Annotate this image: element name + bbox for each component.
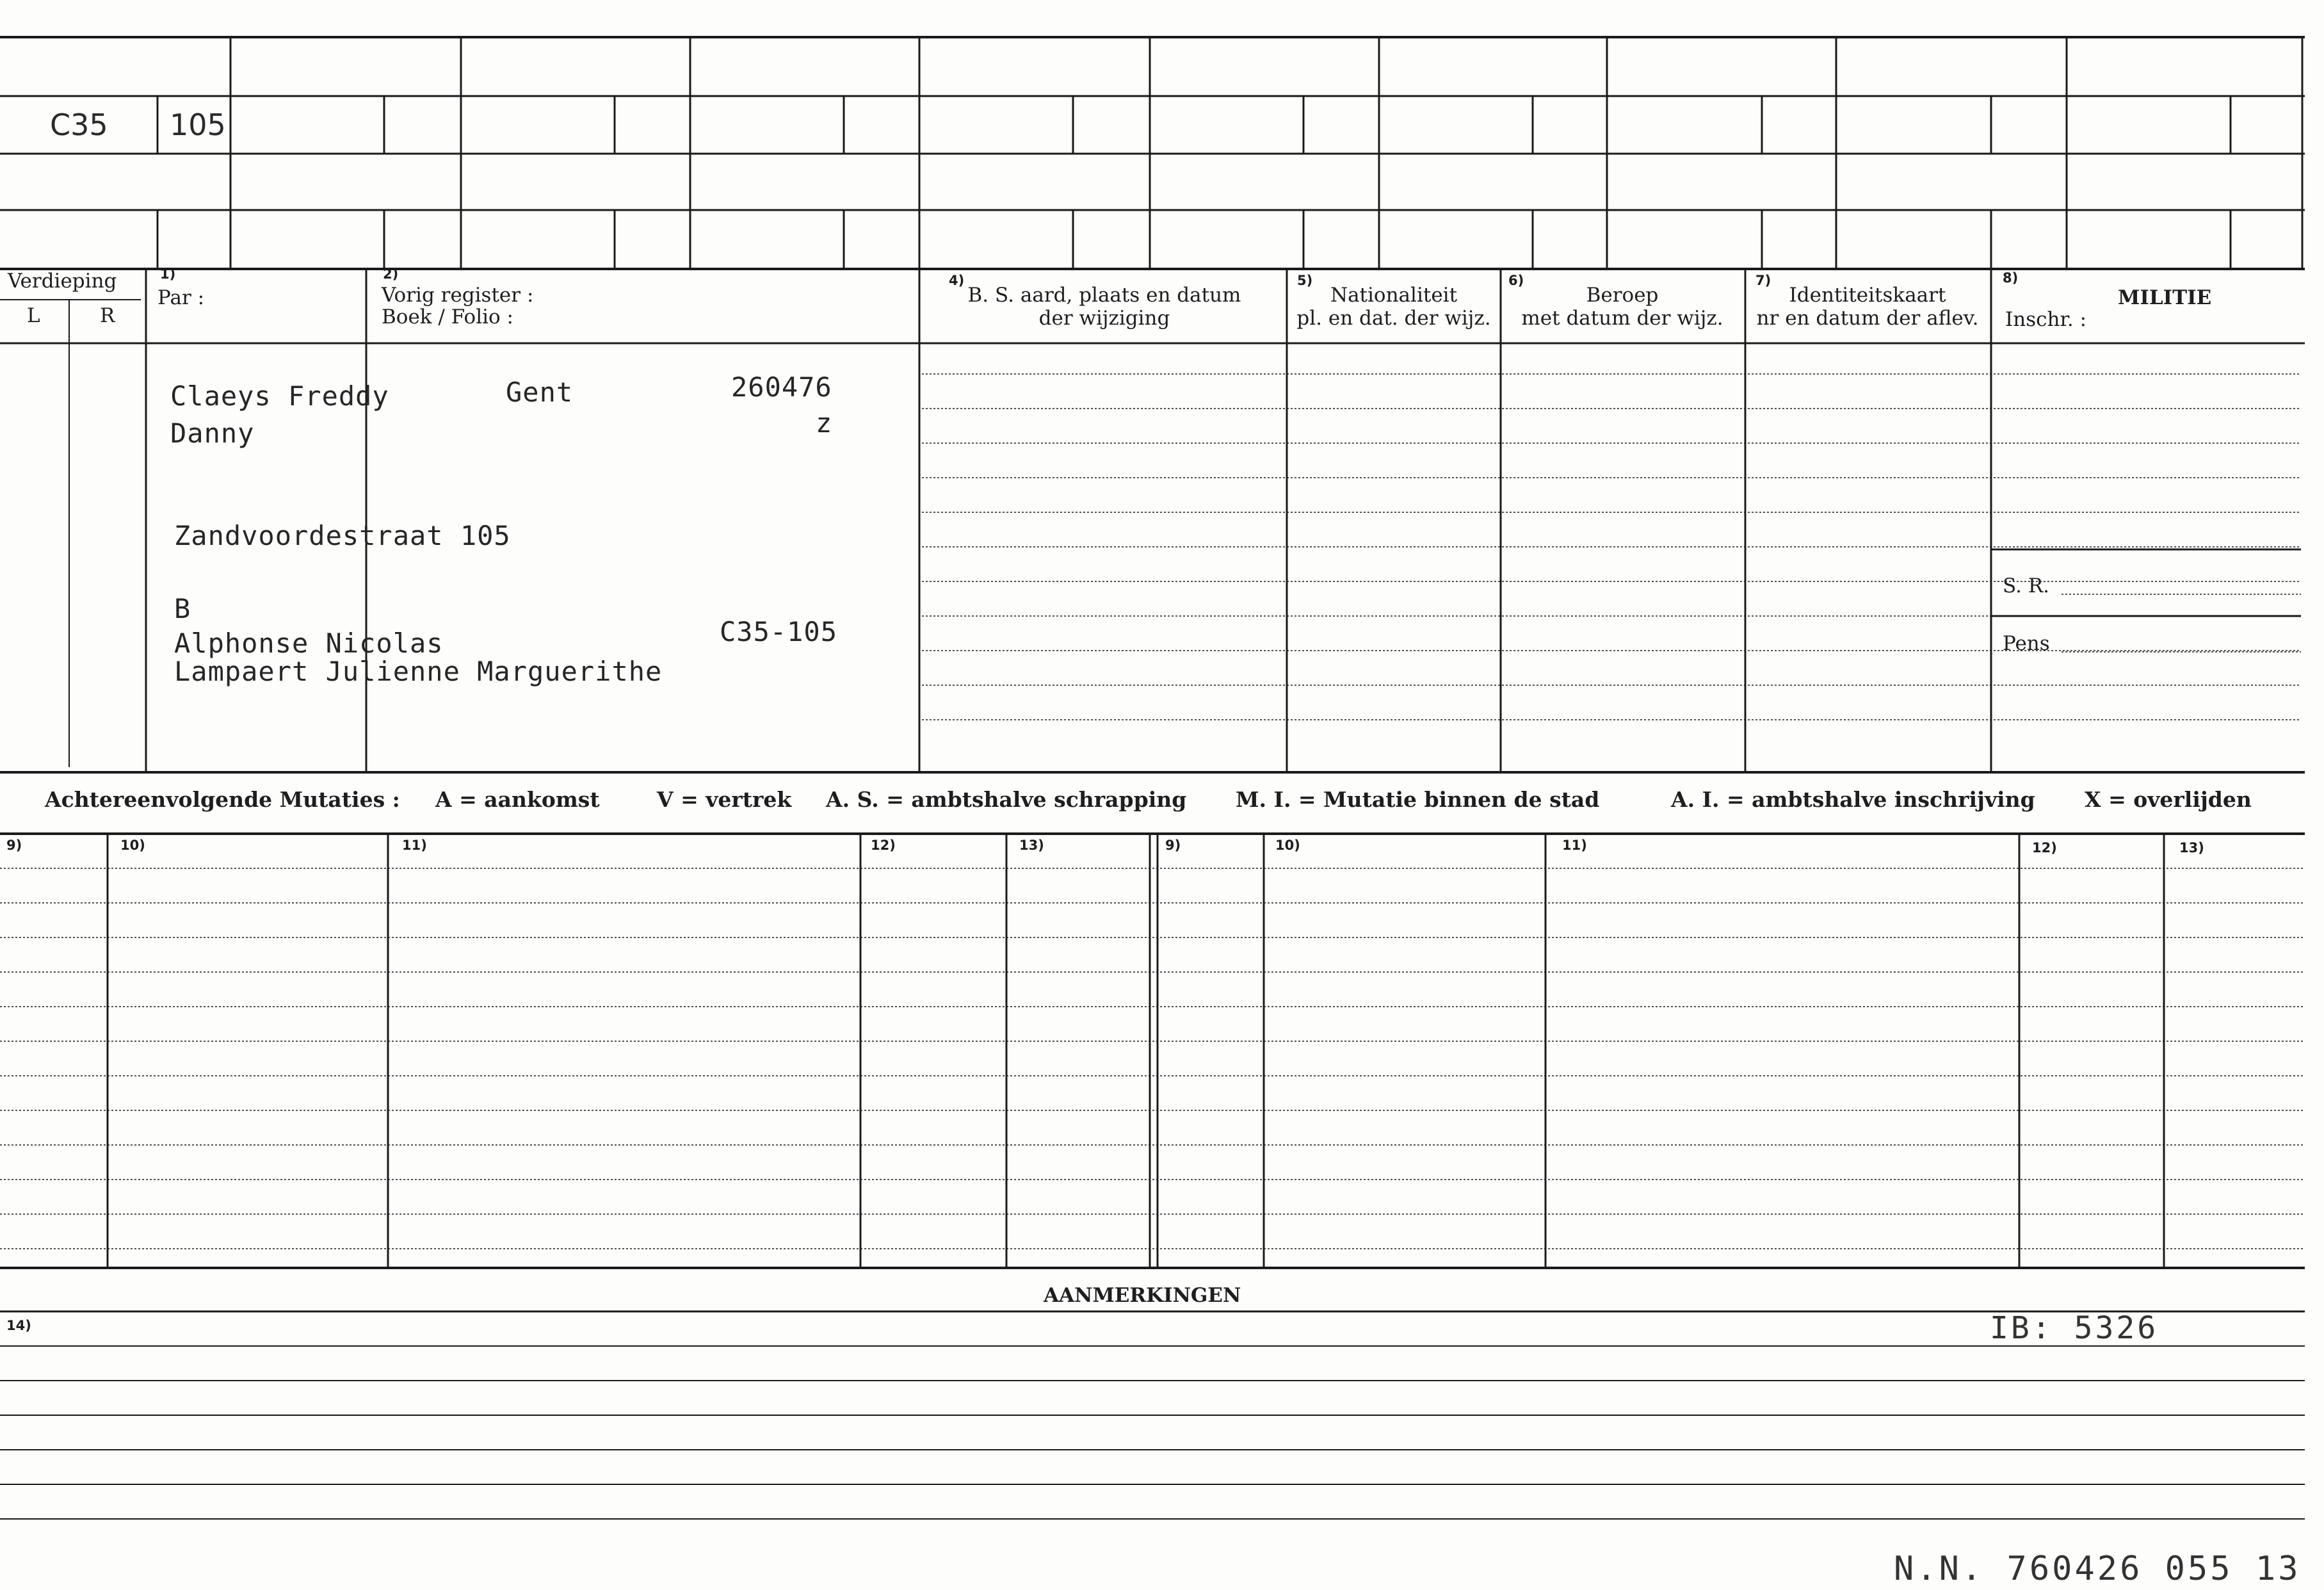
person-sex: z [816,407,833,439]
legend-mutatie-binnen-stad: M. I. = Mutatie binnen de stad [1236,787,1600,812]
person-birthdate: 260476 [731,371,832,403]
nationaliteit-header-line2: pl. en dat. der wijz. [1296,307,1491,330]
identiteitskaart-header-line1: Identiteitskaart [1789,284,1946,307]
legend-ambtshalve-schrapping: A. S. = ambtshalve schrapping [826,787,1187,812]
person-second-name: Danny [170,418,255,449]
ref-block: C35 [50,108,108,142]
mutation-col-9a: 9) [6,838,22,853]
field-number-7: 7) [1755,273,1771,288]
sr-label: S. R. [2003,574,2050,597]
mutation-col-10a: 10) [120,838,145,853]
field-number-5: 5) [1297,273,1313,288]
mutation-col-13b: 13) [2179,840,2204,856]
mutations-title: Achtereenvolgende Mutaties : [45,787,400,812]
boek-folio-label: Boek / Folio : [382,305,513,329]
mutation-col-11b: 11) [1562,838,1587,853]
ib-code: IB: 5326 [1990,1310,2159,1346]
field-number-8: 8) [2003,270,2019,286]
field-number-2: 2) [383,266,399,282]
mutation-col-9b: 9) [1165,838,1181,853]
mutation-col-12b: 12) [2032,840,2057,856]
mutation-col-13a: 13) [1019,838,1044,853]
mutation-col-12a: 12) [871,838,896,853]
person-mother: Lampaert Julienne Marguerithe [174,656,663,687]
bs-header-line2: der wijziging [1038,307,1170,330]
pens-label: Pens [2003,632,2050,655]
field-number-4: 4) [949,273,965,288]
person-ref: C35-105 [720,616,838,647]
legend-aankomst: A = aankomst [435,787,600,812]
person-marker: B [174,593,191,624]
col-l-header: L [27,304,40,327]
identiteitskaart-header-line2: nr en datum der aflev. [1756,307,1979,330]
mutation-col-10b: 10) [1275,838,1300,853]
verdieping-header: Verdieping [8,270,117,293]
person-birthplace: Gent [506,377,574,408]
field-number-14: 14) [6,1318,31,1333]
field-number-6: 6) [1508,273,1524,288]
nationaliteit-header-line1: Nationaliteit [1330,284,1458,307]
par-label: Par : [157,286,205,309]
field-number-1: 1) [160,266,176,282]
militie-header[interactable]: MILITIE [2118,286,2212,309]
vorig-register-label: Vorig register : [382,284,534,307]
person-address: Zandvoordestraat 105 [174,520,511,551]
inschr-label: Inschr. : [2005,308,2087,331]
legend-ambtshalve-inschrijving: A. I. = ambtshalve inschrijving [1671,787,2035,812]
bs-header-line1: B. S. aard, plaats en datum [967,284,1241,307]
col-r-header: R [100,304,115,327]
beroep-header-line1: Beroep [1586,284,1659,307]
person-father: Alphonse Nicolas [174,628,444,659]
mutation-col-11a: 11) [402,838,427,853]
remarks-title: AANMERKINGEN [1044,1284,1241,1307]
nn-code: N.N. 760426 055 13 [1894,1550,2301,1588]
legend-vertrek: V = vertrek [657,787,792,812]
beroep-header-line2: met datum der wijz. [1521,307,1723,330]
ref-number: 105 [170,108,226,142]
person-name: Claeys Freddy [170,380,389,412]
legend-overlijden: X = overlijden [2085,787,2252,812]
